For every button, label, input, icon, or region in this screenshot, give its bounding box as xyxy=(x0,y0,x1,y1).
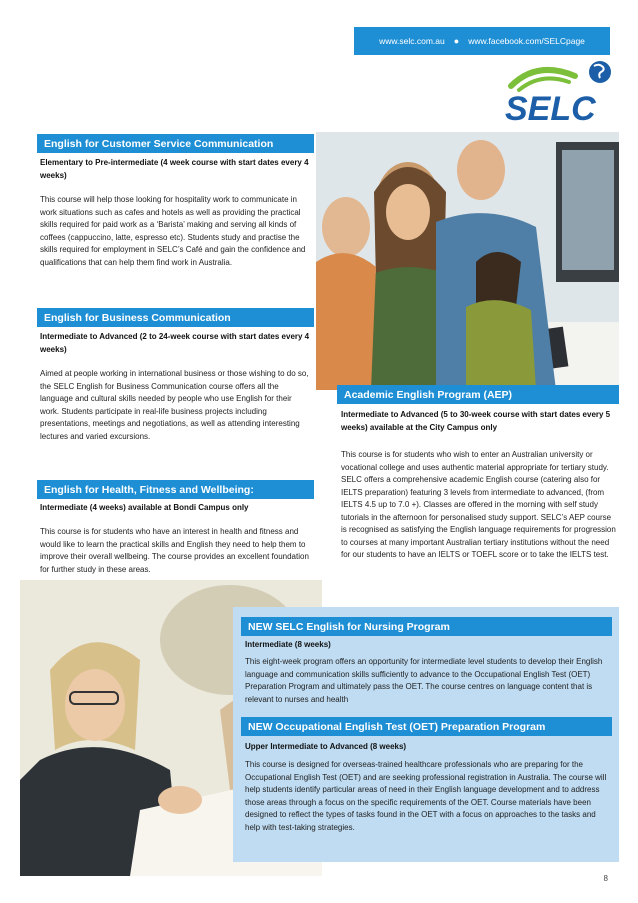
business-heading: English for Business Communication xyxy=(37,308,314,327)
oet-body: This course is designed for overseas-trained healthcare professionals who are preparing for the Occupational English Test (OET) and are seeking professional registration in Australia. The course will help students identify particular areas of need in their English language development and to address those areas through a focus on the specific requirements of the OET. Course materials have been designed to reflect the types of tasks found in the OET with a focus on approaches to the tasks and help with test-taking strategies. xyxy=(245,760,607,832)
website-link[interactable]: www.selc.com.au xyxy=(379,36,445,46)
customer-service-heading: English for Customer Service Communication xyxy=(37,134,314,153)
oet-subtitle: Upper Intermediate to Advanced (8 weeks) xyxy=(245,742,407,751)
link-separator: ● xyxy=(453,36,460,46)
business-body: Aimed at people working in international business or those wishing to do so, the SELC English for Business Communication course offers all the language and cultural skills needed by people who use English for their work. Students participate in real-life business projects including presentations, meetings and negotiations, as well as attending interesting lectures and varied excursions. xyxy=(40,369,309,441)
health-heading: English for Health, Fitness and Wellbeing: xyxy=(37,480,314,499)
facebook-link[interactable]: www.facebook.com/SELCpage xyxy=(468,36,585,46)
health-subtitle: Intermediate (4 weeks) available at Bondi Campus only xyxy=(40,503,249,512)
health-body: This course is for students who have an interest in health and fitness and would like to learn the practical skills and English they need to help them to improve their overall wellbeing. The course provides an excellent foundation for further study in these areas. xyxy=(40,527,309,574)
students-computer-photo xyxy=(316,132,619,390)
customer-service-body: This course will help those looking for hospitality work to communicate in work situations such as cafes and hotels as well as providing the practical skills required for paid work as a ‘Barista’ making and serving all kinds of coffees (cappuccino, latte, espresso etc). Students study and practise the skills required for employment in SELC’s Café and gain the confidence and qualifications that can help them find work in Australia. xyxy=(40,195,306,267)
customer-service-subtitle: Elementary to Pre-intermediate (4 week course with start dates every 4 weeks) xyxy=(40,158,309,180)
aep-heading: Academic English Program (AEP) xyxy=(337,385,619,404)
logo-wordmark: SELC xyxy=(505,90,596,128)
business-subtitle: Intermediate to Advanced (2 to 24-week course with start dates every 4 weeks) xyxy=(40,332,310,354)
header-links-bar xyxy=(354,27,610,55)
nursing-heading: NEW SELC English for Nursing Program xyxy=(241,617,612,636)
nursing-body: This eight-week program offers an opportunity for intermediate level students to develop their English language and communication skills sufficiently to advance to the Occupational English Test (OET) Preparation Program and ultimately pass the OET. The course centres on language content that is relevant to nurses and health xyxy=(245,657,603,704)
selc-logo xyxy=(497,56,619,132)
page-number: 8 xyxy=(603,874,608,883)
nursing-subtitle: Intermediate (8 weeks) xyxy=(245,640,331,649)
oet-heading: NEW Occupational English Test (OET) Preparation Program xyxy=(241,717,612,736)
aep-subtitle: Intermediate to Advanced (5 to 30-week course with start dates every 5 weeks) available at the City Campus only xyxy=(341,410,611,432)
selc-logo-graphic xyxy=(497,56,619,132)
aep-body: This course is for students who wish to enter an Australian university or vocational college and uses authentic material appropriate for tertiary study. SELC offers a comprehensive academic English course (catering also for IELTS preparation) featuring 3 levels from intermediate to advanced, (from IELTS 4.5 up to 7.0 +). Classes are offered in the morning with self study tutorials in the afternoon for personalised study support. SELC’s AEP course is recognised as satisfying the English language requirements for progression to courses at many important Australian tertiary institutions without the need for our students to have an IELTS or TOEFL score or to take the IELTS test. xyxy=(341,450,616,559)
